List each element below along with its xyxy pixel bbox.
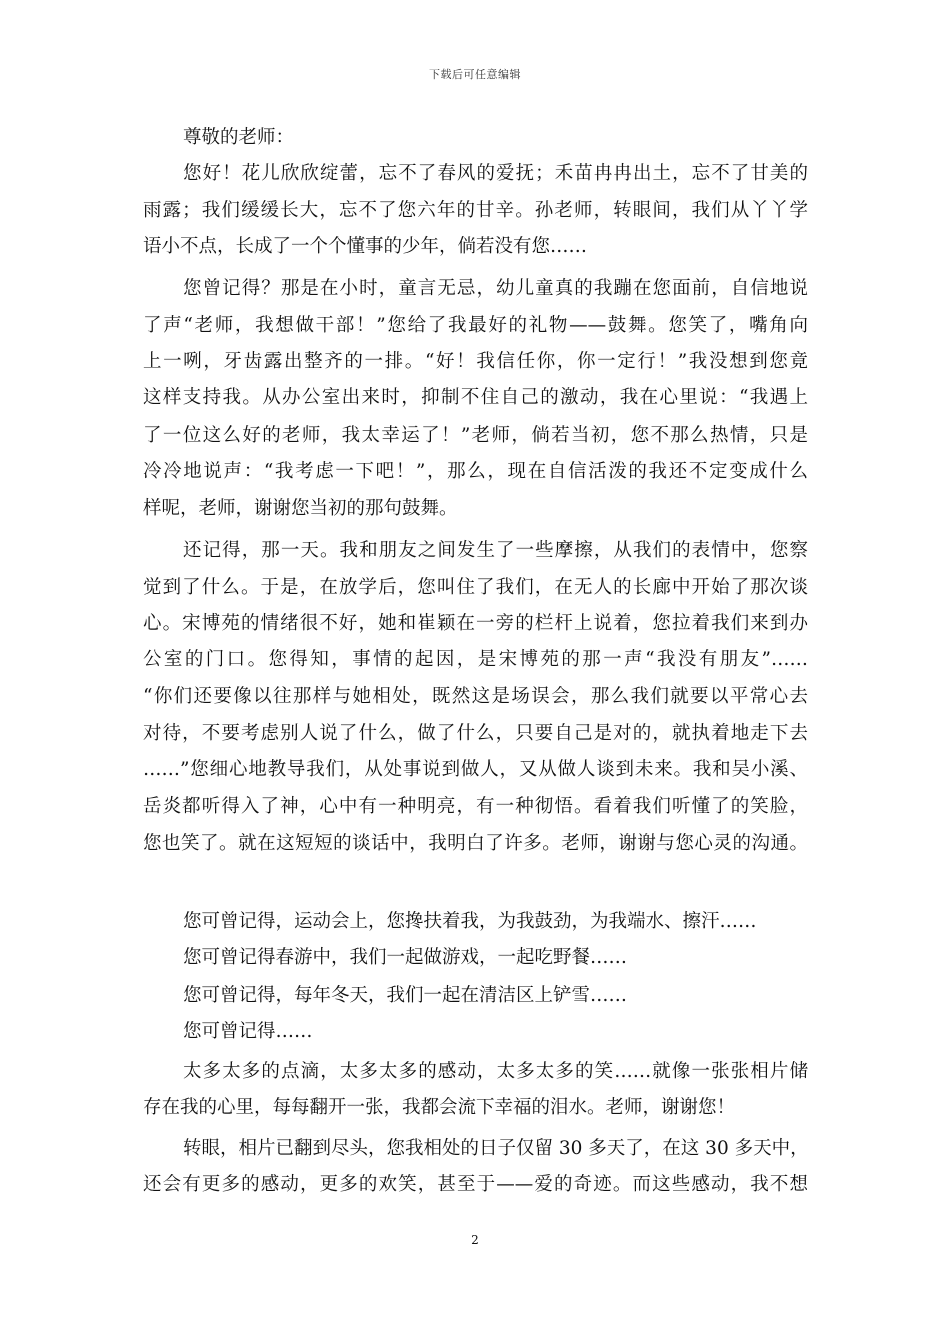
page-header: 下载后可任意编辑: [429, 68, 521, 81]
text-line: 觉到了什么。于是，在放学后，您叫住了我们，在无人的长廊中开始了那次谈: [143, 577, 808, 598]
text-line: 上一咧，牙齿露出整齐的一排。“好！我信任你，你一定行！”我没想到您竟: [143, 351, 808, 372]
text-line: 公室的门口。您得知，事情的起因，是宋博苑的那一声“我没有朋友”……: [143, 649, 808, 670]
text-line: 心。宋博苑的情绪很不好，她和崔颖在一旁的栏杆上说着，您拉着我们来到办: [143, 613, 808, 634]
text-line: 还会有更多的感动，更多的欢笑，甚至于——爱的奇迹。而这些感动，我不想: [143, 1174, 808, 1195]
text-line: 存在我的心里，每每翻开一张，我都会流下幸福的泪水。老师，谢谢您！: [143, 1097, 736, 1118]
text-line: 语小不点，长成了一个个懂事的少年，倘若没有您……: [143, 236, 588, 257]
text-line: “你们还要像以往那样与她相处，既然这是场误会，那么我们就要以平常心去: [143, 686, 808, 707]
text-line: 冷冷地说声：“我考虑一下吧！”，那么，现在自信活泼的我还不定变成什么: [143, 461, 808, 482]
salutation: 尊敬的老师：: [183, 127, 295, 148]
text-line: 您可曾记得春游中，我们一起做游戏，一起吃野餐……: [183, 947, 628, 968]
text-line: 您可曾记得，运动会上，您搀扶着我，为我鼓劲，为我端水、擦汗……: [183, 911, 757, 932]
text-line: 您曾记得？那是在小时，童言无忌，幼儿童真的我蹦在您面前，自信地说: [183, 278, 808, 299]
text-line: 雨露；我们缓缓长大，忘不了您六年的甘辛。孙老师，转眼间，我们从丫丫学: [143, 200, 808, 221]
text-line: 您可曾记得，每年冬天，我们一起在清洁区上铲雪……: [183, 985, 628, 1006]
text-line: 岳炎都听得入了神，心中有一种明亮，有一种彻悟。看着我们听懂了的笑脸，: [143, 796, 808, 817]
text-line: 这样支持我。从办公室出来时，抑制不住自己的激动，我在心里说：“我遇上: [143, 387, 808, 408]
text-line: 您也笑了。就在这短短的谈话中，我明白了许多。老师，谢谢与您心灵的沟通。: [143, 833, 808, 854]
text-line: 了声“老师，我想做干部！”您给了我最好的礼物——鼓舞。您笑了，嘴角向: [143, 315, 808, 336]
text-line: ……”您细心地教导我们，从处事说到做人，又从做人谈到未来。我和吴小溪、: [143, 759, 808, 780]
text-line: 对待，不要考虑别人说了什么，做了什么，只要自己是对的，就执着地走下去: [143, 723, 808, 744]
text-line: 您好！花儿欣欣绽蕾，忘不了春风的爱抚；禾苗冉冉出土，忘不了甘美的: [183, 163, 808, 184]
text-line: 样呢，老师，谢谢您当初的那句鼓舞。: [143, 498, 458, 519]
text-line: 太多太多的点滴，太多太多的感动，太多太多的笑……就像一张张相片储: [183, 1061, 808, 1082]
text-line: 您可曾记得……: [183, 1021, 313, 1042]
page-number: 2: [471, 1233, 479, 1247]
text-line: 转眼，相片已翻到尽头，您我相处的日子仅留 30 多天了，在这 30 多天中，: [183, 1138, 809, 1159]
text-line: 了一位这么好的老师，我太幸运了！”老师，倘若当初，您不那么热情，只是: [143, 425, 808, 446]
text-line: 还记得，那一天。我和朋友之间发生了一些摩擦，从我们的表情中，您察: [183, 540, 808, 561]
